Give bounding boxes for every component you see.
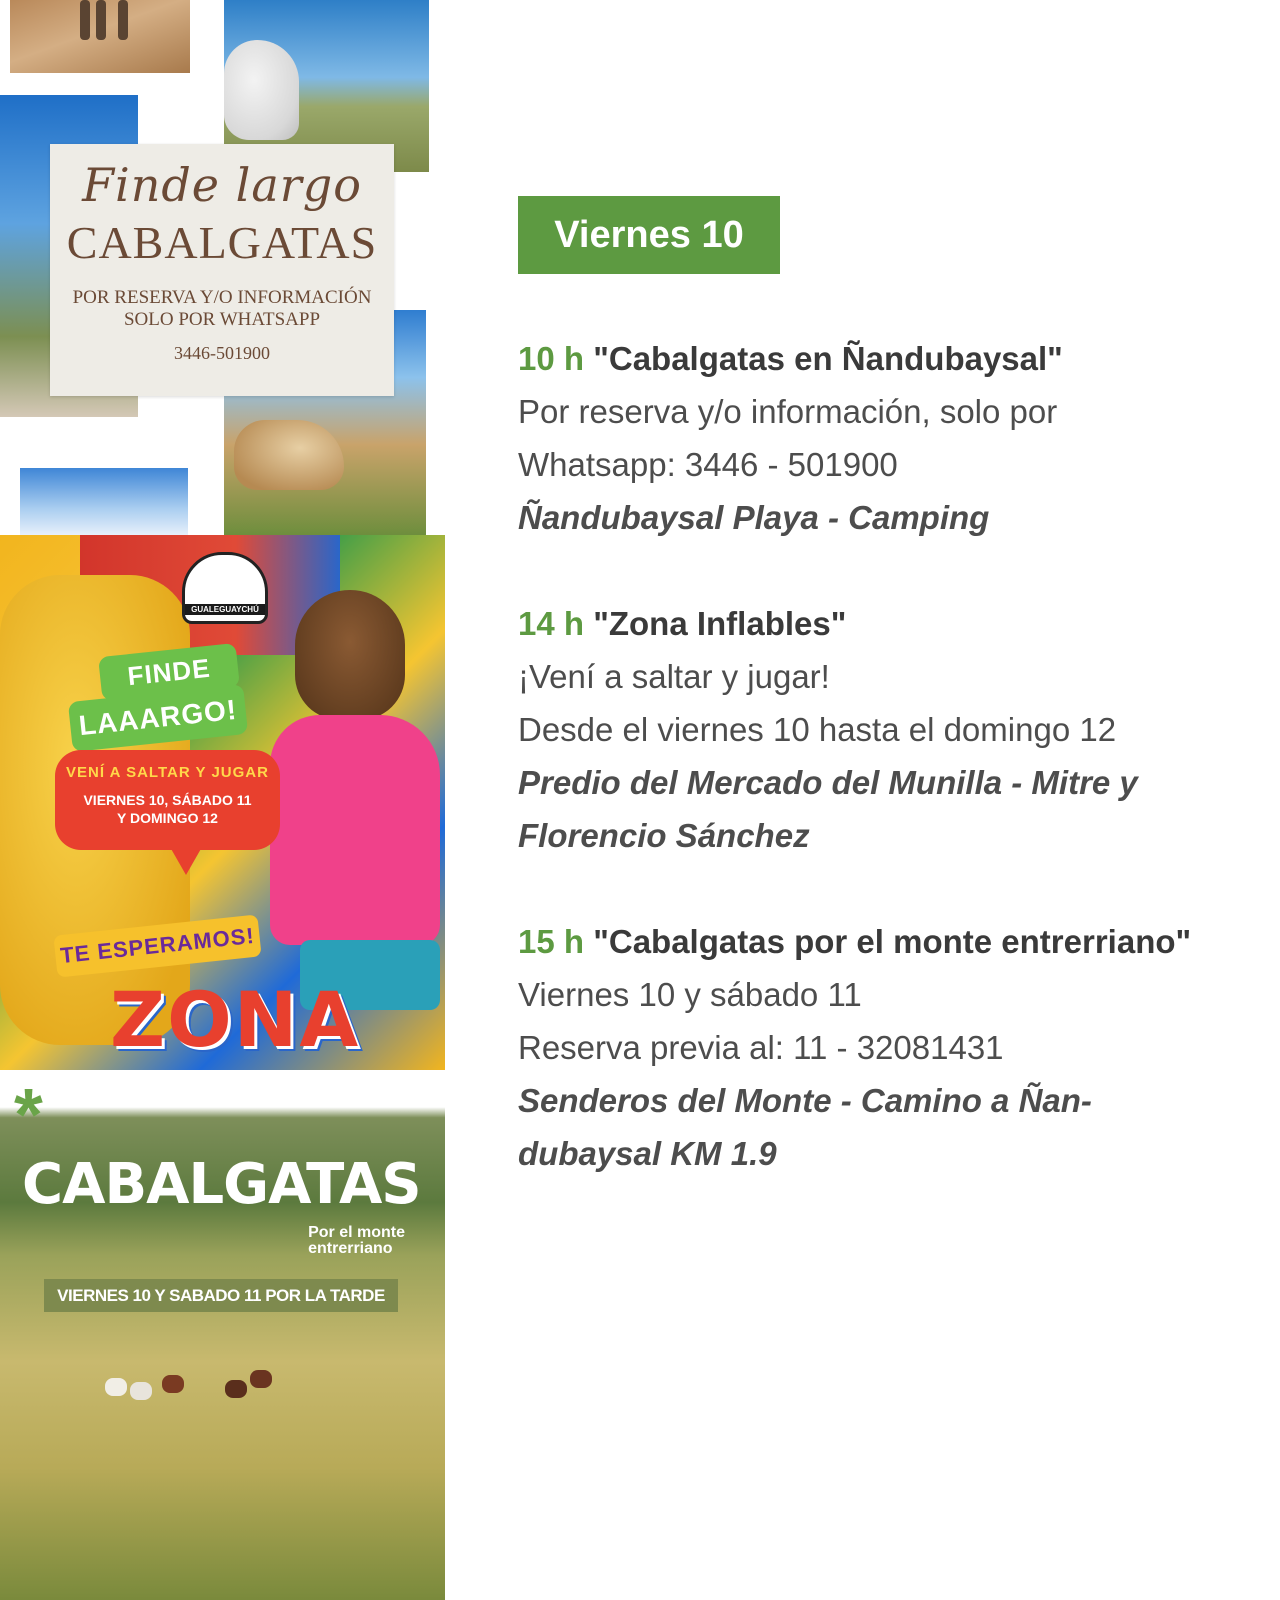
cabalgatas-monte-poster [0,1070,445,1600]
horse-leg-shape [80,0,90,40]
event-place: Florencio Sánchez [518,817,810,854]
event-place: Predio del Mercado del Munilla - Mitre y [518,764,1138,801]
event-detail: ¡Vení a saltar y jugar! [518,658,830,695]
girl-shirt-shape [270,715,440,945]
zona-word: ZONA [110,975,361,1064]
horse-leg-shape [118,0,128,40]
event-item [518,332,1218,544]
event-item [518,597,1218,862]
card-info-line: POR RESERVA Y/O INFORMACIÓN [72,287,372,308]
bubble-line: VENÍ A SALTAR Y JUGAR [66,764,269,781]
te-esperamos-label: TE ESPERAMOS! [53,914,261,977]
bubble-line: VIERNES 10, SÁBADO 11 [83,792,252,808]
monte-subtitle-line: entrerriano [308,1240,393,1257]
event-place: Senderos del Monte - Camino a Ñan- [518,1082,1092,1119]
girl-hair-shape [295,590,405,720]
event-title: "Zona Inflables" [593,605,847,642]
dirt-road-photo [10,0,190,73]
speech-bubble-tail [170,847,202,875]
event-detail: Viernes 10 y sábado 11 [518,976,862,1013]
event-detail: Reserva previa al: 11 - 32081431 [518,1029,1004,1066]
horse-leg-shape [96,0,106,40]
event-place: Ñandubaysal Playa - Camping [518,499,990,536]
card-phone: 3446-501900 [174,343,270,363]
gualeguaychu-logo [182,552,268,624]
laaargo-label: LAAARGO! [68,684,248,752]
logo-text: GUALEGUAYCHÚ [185,604,265,615]
card-info [50,287,394,331]
card-info-line: SOLO POR WHATSAPP [123,309,321,330]
monte-dates-bar: VIERNES 10 Y SABADO 11 POR LA TARDE [44,1279,398,1312]
asterisk-icon: * [14,1073,43,1156]
event-time: 14 h [518,605,585,642]
event-place: dubaysal KM 1.9 [518,1135,777,1172]
card-script-title: Finde largo [82,158,362,212]
monte-subtitle-line: Por el monte [308,1224,405,1241]
rider-shape [162,1375,184,1393]
rider-shape [225,1380,247,1398]
pony-shape [234,420,344,490]
speech-bubble [55,750,280,850]
monte-subtitle [308,1225,405,1257]
event-time: 10 h [518,340,585,377]
monte-title: CABALGATAS [22,1152,421,1217]
rider-shape [130,1382,152,1400]
events-list [518,332,1218,1180]
rider-shape [250,1370,272,1388]
bubble-line: Y DOMINGO 12 [117,810,218,826]
rider-shape [105,1378,127,1396]
zona-inflables-poster [0,535,445,1070]
event-heading [518,332,1218,385]
card-title: CABALGATAS [66,217,378,268]
white-horse-shape [224,40,299,140]
finde-label: FINDE [98,643,240,701]
bubble-dates [55,791,280,827]
event-detail: Desde el viernes 10 hasta el domingo 12 [518,711,1117,748]
event-heading [518,597,1218,650]
event-title: "Cabalgatas en Ñandubaysal" [593,340,1063,377]
event-time: 15 h [518,923,585,960]
event-title: "Cabalgatas por el monte entrerriano" [593,923,1192,960]
event-detail: Whatsapp: 3446 - 501900 [518,446,898,483]
cabalgatas-info-card [50,144,394,396]
posters-column [0,0,445,1600]
event-item [518,915,1218,1180]
day-badge: Viernes 10 [518,196,780,274]
clouds-photo [20,468,188,535]
event-detail: Por reserva y/o información, solo por [518,393,1058,430]
event-heading [518,915,1218,968]
